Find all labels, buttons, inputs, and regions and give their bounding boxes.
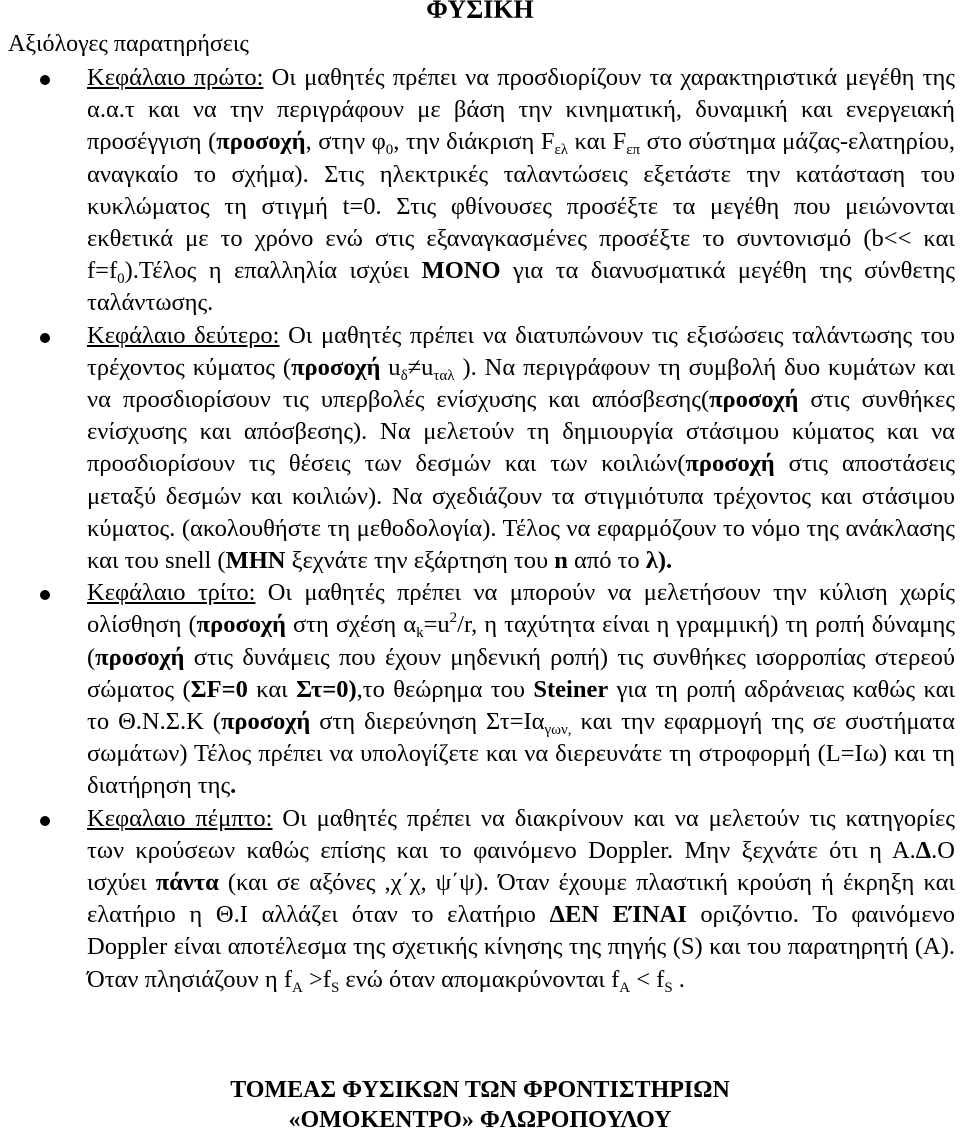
chapter-3-heading: Κεφάλαιο τρίτο:	[87, 579, 256, 607]
superscript: 2	[449, 610, 458, 627]
emphasis-text: προσοχή	[220, 708, 311, 736]
chapter-3-item	[87, 577, 955, 802]
page-title: ΦΥΣΙΚΗ	[426, 0, 534, 24]
chapter-3-text: στη σχέση α	[285, 611, 417, 639]
chapter-4-text: < f	[630, 965, 665, 993]
chapter-4-text: (και σε αξόνες ,χ΄χ, ψ΄ψ). Όταν έχουμε πλαστική κρούση ή έκρηξη και ελατήριο η Θ.Ι αλλάζει όταν το ελατήριο	[87, 869, 956, 929]
chapter-2-heading: Κεφάλαιο δεύτερο:	[87, 321, 280, 349]
subscript: επ	[626, 142, 641, 159]
subscript: δ	[400, 367, 408, 384]
chapter-1-text: , στην φ	[305, 128, 386, 156]
chapter-2-text: ≠u	[407, 353, 434, 381]
chapter-1-text: και F	[568, 128, 627, 156]
chapter-3-text: ,το θεώρημα του	[356, 675, 534, 703]
subscript: A	[291, 979, 303, 996]
chapter-3-text: στη διερεύνηση Στ=Ια	[310, 708, 545, 736]
emphasis-text: Στ=0)	[296, 675, 357, 703]
bullet-icon	[40, 590, 50, 600]
emphasis-text: λ).	[645, 547, 673, 575]
chapter-1-heading: Κεφάλαιο πρώτο:	[87, 64, 264, 91]
emphasis-text: n	[554, 547, 568, 575]
subscript: 0	[117, 271, 125, 288]
subscript: ελ	[554, 142, 569, 159]
chapter-1-text: Οι μαθητές πρέπει να προσδιορίζουν τα χαρακτηριστικά μεγέθη της α.α.τ και να την περιγράφουν με βάση την κινηματική, δυναμική και ενεργειακή προσέγγιση (	[87, 64, 955, 156]
emphasis-text: προσοχή	[216, 128, 306, 156]
chapter-1-text: ).Τέλος η επαλληλία ισχύει	[124, 257, 422, 285]
chapter-4-text: >f	[302, 965, 331, 993]
chapter-4-text: .	[672, 965, 685, 993]
emphasis-text: .	[230, 772, 237, 800]
emphasis-text: Steiner	[533, 675, 609, 703]
emphasis-text: προσοχή	[291, 353, 381, 381]
chapter-4-item	[87, 803, 955, 996]
emphasis-text: ΜΟΝΟ	[421, 257, 501, 285]
chapter-2-text: στις συνθήκες ενίσχυσης και απόσβεσης). Να μελετούν τη δημιουργία στάσιμου κύματος και να προσδιορίσουν τις θέσεις των δεσμών και των κοιλιών(	[87, 386, 955, 478]
chapter-2-text: ξεχνάτε την εξάρτηση του	[285, 547, 555, 575]
bullet-icon	[40, 816, 50, 826]
emphasis-text: προσοχή	[709, 386, 799, 414]
chapter-1-text: για τα διανυσματικά μεγέθη της σύνθετης ταλάντωσης.	[87, 257, 955, 317]
footer-line-2: «ΟΜΟΚΕΝΤΡΟ» ΦΛΩΡΟΠΟΥΛΟΥ	[288, 1107, 672, 1133]
chapter-2-text: ). Να περιγράφουν τη συμβολή δυο κυμάτων και να προσδιορίσουν τις υπερβολές ενίσχυσης και απόσβεσης(	[87, 353, 956, 414]
chapter-3-text: Οι μαθητές πρέπει να μπορούν να μελετήσουν την κύλιση χωρίς ολίσθηση (	[87, 579, 955, 639]
bullet-icon	[40, 333, 50, 343]
chapter-4-heading: Κεφαλαιο πέμπτο:	[87, 804, 273, 832]
chapter-1-text: , την διάκριση F	[393, 128, 555, 156]
chapter-2-text: από το	[567, 547, 646, 575]
chapter-2-text: Οι μαθητές πρέπει να διατυπώνουν τις εξισώσεις ταλάντωσης του τρέχοντος κύματος (	[87, 321, 955, 381]
chapter-list	[87, 62, 955, 996]
subscript: ταλ	[433, 367, 455, 384]
subscript: 0	[385, 142, 394, 159]
chapter-3-text: =u	[423, 611, 450, 639]
emphasis-text: πάντα	[155, 869, 219, 897]
chapter-4-text: ενώ όταν απομακρύνονται f	[339, 965, 620, 993]
chapter-3-text: και	[247, 675, 297, 703]
bullet-icon	[40, 75, 50, 85]
emphasis-text: προσοχή	[196, 611, 286, 639]
footer-line-1: ΤΟΜΕΑΣ ΦΥΣΙΚΩΝ ΤΩΝ ΦΡΟΝΤΙΣΤΗΡΙΩΝ	[230, 1077, 730, 1103]
subscript: A	[619, 979, 631, 996]
chapter-2-text: στις αποστάσεις μεταξύ δεσμών και κοιλιών). Να σχεδιάζουν τα στιγμιότυπα τρέχοντος και στάσιμου κύματος. (ακολουθήστε τη μεθοδολογία). Τέλος να εφαρμόζουν το νόμο της ανάκλασης και του snell (	[87, 450, 956, 575]
emphasis-text: ΜΗΝ	[225, 547, 286, 575]
emphasis-text: Δ	[915, 836, 932, 864]
chapter-3-text: για τη ροπή αδράνειας καθώς και το Θ.Ν.Σ.Κ (	[87, 675, 956, 736]
chapter-2-text: u	[380, 353, 401, 381]
subscript: k	[416, 625, 424, 642]
chapter-4-text: οριζόντιο. Το φαινόμενο Doppler είναι αποτέλεσμα της σχετικής κίνησης της πηγής (S) και του παρατηρητή (A). Όταν πλησιάζουν η f	[87, 901, 956, 993]
chapter-2-item	[87, 320, 955, 578]
subscript: S	[330, 979, 340, 996]
emphasis-text: προσοχή	[685, 450, 775, 478]
chapter-4-text: Οι μαθητές πρέπει να διακρίνουν και να μελετούν τις κατηγορίες των κρούσεων καθώς επίσης και το φαινόμενο Doppler. Μην ξεχνάτε ότι η Α.	[87, 804, 955, 864]
chapter-3-text: στις δυνάμεις που έχουν μηδενική ροπή) τις συνθήκες ισορροπίας στερεού σώματος (	[87, 643, 955, 703]
chapter-3-text: και την εφαρμογή της σε συστήματα σωμάτων) Τέλος πρέπει να υπολογίζετε και να διερευνάτε τη στροφορμή (L=Iω) και τη διατήρηση της	[87, 708, 955, 800]
emphasis-text: ΣF=0	[190, 675, 248, 703]
chapter-1-item	[87, 62, 955, 320]
emphasis-text: προσοχή	[95, 643, 185, 671]
section-subtitle: Αξιόλογες παρατηρήσεις	[8, 31, 249, 57]
subscript: S	[664, 979, 673, 996]
chapter-4-text: .Ο ισχύει	[87, 836, 955, 897]
subscript: γων,	[544, 722, 572, 739]
chapter-3-text: /r, η ταχύτητα είναι η γραμμική) τη ροπή δύναμης (	[87, 611, 956, 671]
emphasis-text: ΔΕΝ ΕΊΝΑΙ	[549, 901, 687, 929]
chapter-1-text: στο σύστημα μάζας-ελατηρίου, αναγκαίο το σχήμα). Στις ηλεκτρικές ταλαντώσεις εξετάστε την κατάσταση του κυκλώματος τη στιγμή t=0. Στις φθίνουσες προσέξτε τα μεγέθη που μειώνονται εκθετικά με το χρόνο ενώ στις εξαναγκασμένες προσέξτε το συντονισμό (b<< και f=f	[87, 128, 956, 285]
